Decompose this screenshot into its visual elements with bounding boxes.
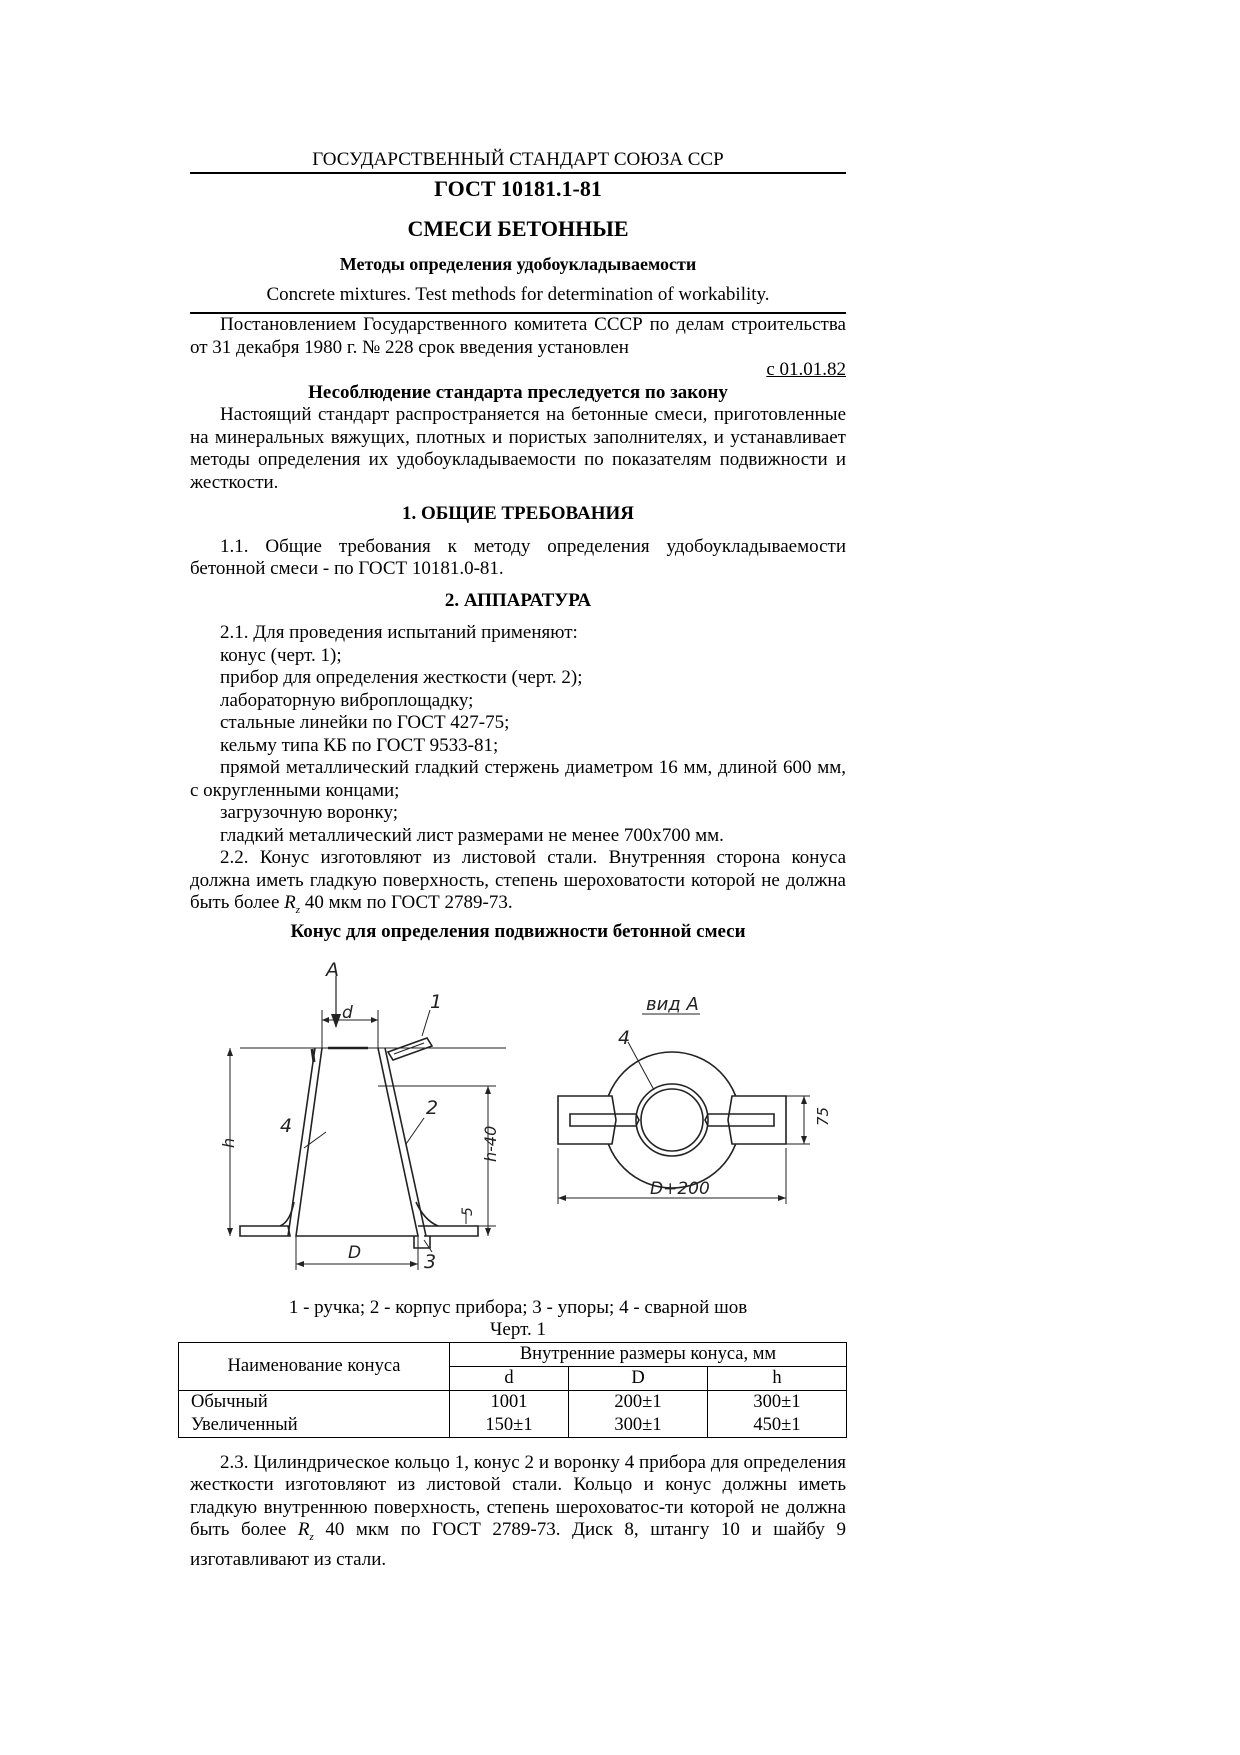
- effective-date-value: с 01.01.82: [766, 359, 846, 380]
- cone-dimensions-table: [178, 1342, 847, 1438]
- english-title: Concrete mixtures. Test methods for determination of workability.: [266, 284, 770, 305]
- row-d: 1001: [450, 1390, 569, 1414]
- equipment-item: прямой металлический гладкий стержень диаметром 16 мм, длиной 600 мм, с округленными концами;: [190, 757, 846, 801]
- label-2: 2: [426, 1096, 439, 1119]
- paragraph-2-3: 2.3. Цилиндрическое кольцо 1, конус 2 и воронку 4 прибора для определения жесткости изготовляют из листовой стали. Кольцо и конус должны иметь гладкую внутреннюю поверхность, степень шероховатос-ти которой не должна быть более $R_z$ 40 мкм по ГОСТ 2789-73. Диск 8, штангу 10 и шайбу 9 изготавливают из стали.: [190, 1451, 847, 1570]
- label-4: 4: [280, 1114, 293, 1137]
- table-subheader-D: D: [569, 1366, 708, 1390]
- label-3: 3: [424, 1250, 437, 1273]
- section-1-heading: 1. ОБЩИЕ ТРЕБОВАНИЯ: [401, 503, 635, 524]
- table-header-dims: Внутренние размеры конуса, мм: [450, 1342, 847, 1366]
- label-d: d: [342, 1002, 353, 1023]
- gost-number: ГОСТ 10181.1-81: [434, 176, 602, 201]
- table-subheader-h: h: [708, 1366, 847, 1390]
- label-a: A: [326, 958, 339, 981]
- paragraph-2-1: 2.1. Для проведения испытаний применяют:: [220, 622, 578, 643]
- cone-side-view: [219, 959, 506, 1273]
- label-h-40: h-40: [481, 1125, 500, 1162]
- paragraph-1-1: 1.1. Общие требования к методу определения удобоукладываемости бетонной смеси - по ГОСТ 10181.0-81.: [190, 535, 846, 579]
- row-name: Обычный: [179, 1390, 450, 1414]
- paragraph-2-2: 2.2. Конус изготовляют из листовой стали. Внутренняя сторона конуса должна иметь гладкую поверхность, степень шероховатости которой не должна быть более $R_z$ 40 мкм по ГОСТ 2789-73.: [190, 847, 846, 916]
- row-D: 200±1: [569, 1390, 708, 1414]
- equipment-item: лабораторную виброплощадку;: [220, 689, 474, 711]
- decree-paragraph: Постановлением Государственного комитета СССР по делам строительства от 31 декабря 1980 г. № 228 срок введения установлен: [190, 314, 846, 358]
- equipment-item: конус (черт. 1);: [220, 644, 342, 666]
- document-subtitle: Методы определения удобоукладываемости: [339, 254, 697, 274]
- label-D: D: [348, 1242, 362, 1263]
- table-subheader-d: d: [450, 1366, 569, 1390]
- figure-title: Конус для определения подвижности бетонной смеси: [290, 921, 746, 943]
- row-h: 300±1: [708, 1390, 847, 1414]
- scope-paragraph: Настоящий стандарт распространяется на бетонные смеси, приготовленные на минеральных вяжущих, плотных и пористых заполнителях, и устанавливает методы определения их удобоукладываемости по показателям подвижности и жесткости.: [190, 404, 846, 493]
- label-vid-a: вид A: [646, 993, 699, 1015]
- cone-drawing: [190, 952, 846, 1297]
- table-row: [179, 1414, 847, 1438]
- section-2-heading: 2. АППАРАТУРА: [444, 589, 592, 611]
- equipment-item: прибор для определения жесткости (черт. 2);: [220, 667, 583, 688]
- figure-caption: 1 - ручка; 2 - корпус прибора; 3 - упоры; 4 - сварной шов: [288, 1296, 748, 1318]
- table-header-name: Наименование конуса: [179, 1342, 450, 1390]
- document-page: [190, 148, 846, 1571]
- label-h: h: [219, 1137, 238, 1148]
- table-row: [179, 1390, 847, 1414]
- equipment-item: стальные линейки по ГОСТ 427-75;: [220, 712, 510, 733]
- equipment-item: кельму типа КБ по ГОСТ 9533-81;: [220, 734, 499, 756]
- label-d-200: D+200: [650, 1178, 710, 1199]
- law-notice: Несоблюдение стандарта преследуется по закону: [308, 381, 728, 403]
- document-title: СМЕСИ БЕТОННЫЕ: [407, 216, 629, 241]
- figure-number: Черт. 1: [490, 1319, 546, 1341]
- effective-date: [190, 359, 846, 382]
- cone-top-view: [558, 994, 832, 1204]
- label-4-top: 4: [618, 1026, 631, 1049]
- row-h: 450±1: [708, 1414, 847, 1438]
- row-name: Увеличенный: [179, 1414, 450, 1438]
- label-75: 75: [814, 1106, 832, 1126]
- label-5: 5: [460, 1206, 476, 1216]
- row-d: 150±1: [450, 1414, 569, 1438]
- label-1: 1: [430, 990, 443, 1013]
- equipment-item: гладкий металлический лист размерами не менее 700х700 мм.: [220, 824, 724, 846]
- row-D: 300±1: [569, 1414, 708, 1438]
- equipment-item: загрузочную воронку;: [220, 802, 399, 823]
- union-standard-header: ГОСУДАРСТВЕННЫЙ СТАНДАРТ СОЮЗА ССР: [312, 149, 724, 170]
